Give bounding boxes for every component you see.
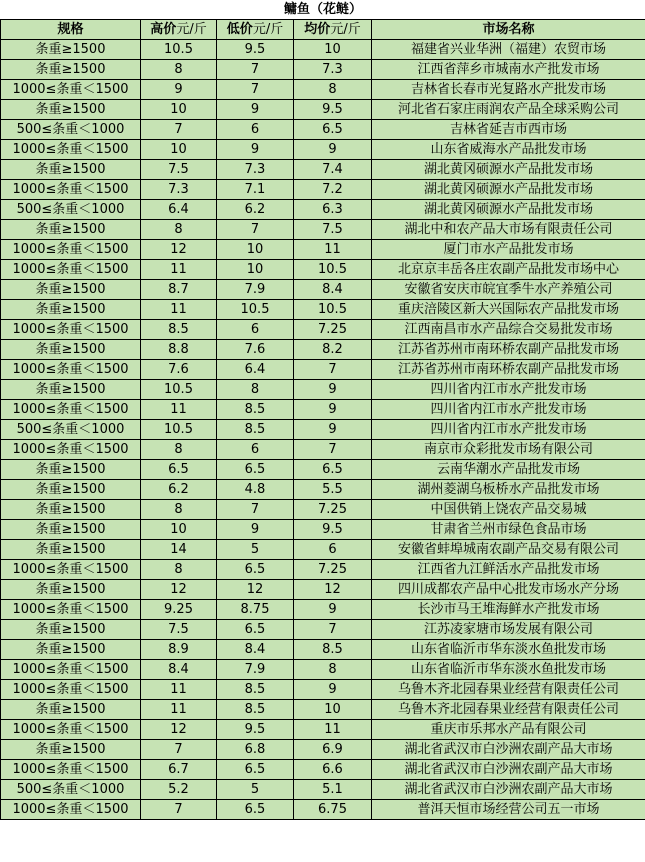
cell-market-name: 四川成都农产品中心批发市场水产分场 [372, 580, 645, 600]
header-avg-unit: 元/斤 [330, 22, 361, 37]
cell-high-price: 10.5 [141, 420, 217, 440]
cell-spec: 1000≤条重＜1500 [1, 320, 141, 340]
cell-spec: 1000≤条重＜1500 [1, 660, 141, 680]
cell-spec: 1000≤条重＜1500 [1, 560, 141, 580]
header-market: 市场名称 [372, 20, 645, 40]
cell-spec: 1000≤条重＜1500 [1, 400, 141, 420]
cell-high-price: 8 [141, 440, 217, 460]
cell-high-price: 7.6 [141, 360, 217, 380]
cell-avg-price: 7.4 [294, 160, 372, 180]
cell-high-price: 10.5 [141, 380, 217, 400]
cell-low-price: 7 [217, 60, 294, 80]
cell-market-name: 南京市众彩批发市场有限公司 [372, 440, 645, 460]
cell-spec: 条重≥1500 [1, 500, 141, 520]
cell-high-price: 9.25 [141, 600, 217, 620]
table-row [1, 440, 645, 460]
cell-market-name: 江西省萍乡市城南水产批发市场 [372, 60, 645, 80]
cell-high-price: 8.9 [141, 640, 217, 660]
cell-market-name: 江苏凌家塘市场发展有限公司 [372, 620, 645, 640]
cell-avg-price: 9 [294, 600, 372, 620]
cell-high-price: 11 [141, 400, 217, 420]
table-row [1, 420, 645, 440]
cell-market-name: 湖北省武汉市白沙洲农副产品大市场 [372, 760, 645, 780]
cell-low-price: 8.75 [217, 600, 294, 620]
table-row [1, 300, 645, 320]
cell-high-price: 7 [141, 740, 217, 760]
cell-spec: 条重≥1500 [1, 700, 141, 720]
table-row [1, 80, 645, 100]
cell-market-name: 福建省兴业华洲（福建）农贸市场 [372, 40, 645, 60]
cell-avg-price: 6.3 [294, 200, 372, 220]
table-row [1, 620, 645, 640]
cell-low-price: 6.5 [217, 560, 294, 580]
header-low [217, 20, 294, 40]
cell-low-price: 7 [217, 500, 294, 520]
cell-market-name: 乌鲁木齐北园春果业经营有限责任公司 [372, 680, 645, 700]
cell-spec: 1000≤条重＜1500 [1, 800, 141, 820]
cell-market-name: 四川省内江市水产批发市场 [372, 400, 645, 420]
cell-low-price: 6.5 [217, 460, 294, 480]
table-row [1, 640, 645, 660]
cell-market-name: 湖北黄冈硕源水产品批发市场 [372, 200, 645, 220]
cell-market-name: 湖北省武汉市白沙洲农副产品大市场 [372, 740, 645, 760]
cell-market-name: 厦门市水产品批发市场 [372, 240, 645, 260]
cell-market-name: 乌鲁木齐北园春果业经营有限责任公司 [372, 700, 645, 720]
cell-avg-price: 11 [294, 240, 372, 260]
cell-market-name: 湖北黄冈硕源水产品批发市场 [372, 180, 645, 200]
cell-market-name: 江西南昌市水产品综合交易批发市场 [372, 320, 645, 340]
cell-market-name: 重庆涪陵区新大兴国际农产品批发市场 [372, 300, 645, 320]
cell-avg-price: 11 [294, 720, 372, 740]
table-row [1, 200, 645, 220]
cell-avg-price: 7.25 [294, 320, 372, 340]
cell-low-price: 8 [217, 380, 294, 400]
cell-spec: 1000≤条重＜1500 [1, 360, 141, 380]
cell-high-price: 10.5 [141, 40, 217, 60]
cell-low-price: 7.9 [217, 280, 294, 300]
cell-avg-price: 8 [294, 80, 372, 100]
cell-spec: 条重≥1500 [1, 460, 141, 480]
table-row [1, 400, 645, 420]
cell-avg-price: 10.5 [294, 300, 372, 320]
table-row [1, 780, 645, 800]
cell-avg-price: 9 [294, 420, 372, 440]
cell-high-price: 12 [141, 720, 217, 740]
table-row [1, 600, 645, 620]
cell-low-price: 6.2 [217, 200, 294, 220]
header-high [141, 20, 217, 40]
cell-low-price: 7.3 [217, 160, 294, 180]
cell-spec: 条重≥1500 [1, 380, 141, 400]
cell-high-price: 8.7 [141, 280, 217, 300]
cell-market-name: 吉林省延吉市西市场 [372, 120, 645, 140]
table-row [1, 160, 645, 180]
cell-avg-price: 8 [294, 660, 372, 680]
cell-high-price: 9 [141, 80, 217, 100]
cell-low-price: 8.4 [217, 640, 294, 660]
cell-spec: 条重≥1500 [1, 540, 141, 560]
cell-market-name: 甘肃省兰州市绿色食品市场 [372, 520, 645, 540]
cell-avg-price: 6.5 [294, 120, 372, 140]
cell-spec: 条重≥1500 [1, 40, 141, 60]
cell-spec: 条重≥1500 [1, 640, 141, 660]
cell-high-price: 7.5 [141, 620, 217, 640]
table-row [1, 100, 645, 120]
cell-high-price: 6.5 [141, 460, 217, 480]
cell-high-price: 10 [141, 520, 217, 540]
cell-low-price: 6 [217, 440, 294, 460]
cell-low-price: 6.5 [217, 760, 294, 780]
cell-spec: 1000≤条重＜1500 [1, 140, 141, 160]
table-row [1, 360, 645, 380]
table-row [1, 40, 645, 60]
table-row [1, 380, 645, 400]
cell-low-price: 6 [217, 320, 294, 340]
table-row [1, 500, 645, 520]
cell-low-price: 5 [217, 780, 294, 800]
table-row [1, 740, 645, 760]
table-row [1, 340, 645, 360]
cell-spec: 1000≤条重＜1500 [1, 680, 141, 700]
cell-avg-price: 6.5 [294, 460, 372, 480]
cell-low-price: 6.5 [217, 620, 294, 640]
cell-high-price: 8 [141, 560, 217, 580]
cell-spec: 条重≥1500 [1, 100, 141, 120]
table-row [1, 220, 645, 240]
cell-spec: 500≤条重＜1000 [1, 120, 141, 140]
cell-high-price: 14 [141, 540, 217, 560]
cell-avg-price: 12 [294, 580, 372, 600]
cell-market-name: 重庆市乐邦水产品有限公司 [372, 720, 645, 740]
cell-avg-price: 7 [294, 360, 372, 380]
cell-spec: 500≤条重＜1000 [1, 780, 141, 800]
cell-market-name: 湖北省武汉市白沙洲农副产品大市场 [372, 780, 645, 800]
cell-low-price: 5 [217, 540, 294, 560]
cell-high-price: 8 [141, 220, 217, 240]
cell-high-price: 7.5 [141, 160, 217, 180]
cell-avg-price: 7.25 [294, 560, 372, 580]
cell-high-price: 11 [141, 700, 217, 720]
cell-low-price: 9 [217, 100, 294, 120]
table-row [1, 760, 645, 780]
header-avg-label: 均价 [304, 22, 331, 37]
cell-high-price: 5.2 [141, 780, 217, 800]
cell-high-price: 7.3 [141, 180, 217, 200]
cell-spec: 1000≤条重＜1500 [1, 180, 141, 200]
cell-spec: 500≤条重＜1000 [1, 420, 141, 440]
cell-high-price: 6.2 [141, 480, 217, 500]
table-row [1, 60, 645, 80]
cell-low-price: 9 [217, 520, 294, 540]
cell-low-price: 7.1 [217, 180, 294, 200]
cell-market-name: 湖北中和农产品大市场有限责任公司 [372, 220, 645, 240]
cell-market-name: 山东省临沂市华东淡水鱼批发市场 [372, 640, 645, 660]
cell-spec: 1000≤条重＜1500 [1, 440, 141, 460]
cell-low-price: 9 [217, 140, 294, 160]
cell-high-price: 10 [141, 140, 217, 160]
cell-avg-price: 7.3 [294, 60, 372, 80]
cell-low-price: 9.5 [217, 40, 294, 60]
cell-avg-price: 7 [294, 620, 372, 640]
cell-low-price: 10 [217, 260, 294, 280]
table-body [1, 40, 645, 820]
table-row [1, 120, 645, 140]
cell-avg-price: 8.2 [294, 340, 372, 360]
cell-avg-price: 8.4 [294, 280, 372, 300]
table-row [1, 580, 645, 600]
cell-high-price: 8.8 [141, 340, 217, 360]
cell-high-price: 8 [141, 500, 217, 520]
cell-high-price: 12 [141, 240, 217, 260]
cell-high-price: 12 [141, 580, 217, 600]
cell-market-name: 河北省石家庄雨润农产品全球采购公司 [372, 100, 645, 120]
cell-spec: 1000≤条重＜1500 [1, 760, 141, 780]
table-row [1, 460, 645, 480]
cell-avg-price: 10 [294, 40, 372, 60]
cell-high-price: 7 [141, 800, 217, 820]
cell-market-name: 普洱天恒市场经营公司五一市场 [372, 800, 645, 820]
cell-market-name: 安徽省蚌埠城南农副产品交易有限公司 [372, 540, 645, 560]
table-row [1, 240, 645, 260]
cell-low-price: 8.5 [217, 420, 294, 440]
header-high-label: 高价 [150, 22, 177, 37]
cell-low-price: 12 [217, 580, 294, 600]
cell-spec: 条重≥1500 [1, 620, 141, 640]
cell-avg-price: 9.5 [294, 100, 372, 120]
cell-low-price: 8.5 [217, 680, 294, 700]
cell-market-name: 江苏省苏州市南环桥农副产品批发市场 [372, 360, 645, 380]
table-row [1, 320, 645, 340]
cell-avg-price: 5.1 [294, 780, 372, 800]
table-row [1, 720, 645, 740]
cell-avg-price: 7.2 [294, 180, 372, 200]
cell-market-name: 湖北黄冈硕源水产品批发市场 [372, 160, 645, 180]
cell-spec: 条重≥1500 [1, 300, 141, 320]
cell-spec: 500≤条重＜1000 [1, 200, 141, 220]
cell-spec: 条重≥1500 [1, 480, 141, 500]
table-row [1, 560, 645, 580]
cell-market-name: 北京京丰岳各庄农副产品批发市场中心 [372, 260, 645, 280]
cell-high-price: 8.5 [141, 320, 217, 340]
header-high-unit: 元/斤 [176, 22, 207, 37]
header-spec: 规格 [1, 20, 141, 40]
cell-low-price: 7.6 [217, 340, 294, 360]
cell-market-name: 山东省威海水产品批发市场 [372, 140, 645, 160]
cell-spec: 条重≥1500 [1, 220, 141, 240]
cell-spec: 条重≥1500 [1, 740, 141, 760]
table-row [1, 540, 645, 560]
cell-avg-price: 9 [294, 380, 372, 400]
cell-high-price: 7 [141, 120, 217, 140]
table-row [1, 280, 645, 300]
table-row [1, 140, 645, 160]
cell-market-name: 吉林省长春市光复路水产批发市场 [372, 80, 645, 100]
cell-market-name: 长沙市马王堆海鲜水产批发市场 [372, 600, 645, 620]
cell-high-price: 6.4 [141, 200, 217, 220]
cell-low-price: 10 [217, 240, 294, 260]
cell-market-name: 安徽省安庆市皖宜季牛水产养殖公司 [372, 280, 645, 300]
cell-market-name: 云南华潮水产品批发市场 [372, 460, 645, 480]
cell-spec: 条重≥1500 [1, 520, 141, 540]
cell-high-price: 6.7 [141, 760, 217, 780]
cell-market-name: 江苏省苏州市南环桥农副产品批发市场 [372, 340, 645, 360]
cell-low-price: 7 [217, 80, 294, 100]
table-row [1, 660, 645, 680]
cell-high-price: 11 [141, 680, 217, 700]
cell-avg-price: 6.9 [294, 740, 372, 760]
cell-spec: 条重≥1500 [1, 160, 141, 180]
cell-avg-price: 9 [294, 400, 372, 420]
header-low-unit: 元/斤 [252, 22, 284, 37]
cell-market-name: 江西省九江鲜活水产品批发市场 [372, 560, 645, 580]
cell-low-price: 6.4 [217, 360, 294, 380]
cell-low-price: 6 [217, 120, 294, 140]
table-row [1, 480, 645, 500]
cell-spec: 1000≤条重＜1500 [1, 260, 141, 280]
cell-avg-price: 7.5 [294, 220, 372, 240]
cell-market-name: 四川省内江市水产批发市场 [372, 380, 645, 400]
cell-spec: 条重≥1500 [1, 60, 141, 80]
cell-avg-price: 10 [294, 700, 372, 720]
cell-avg-price: 6.6 [294, 760, 372, 780]
cell-market-name: 中国供销上饶农产品交易城 [372, 500, 645, 520]
cell-low-price: 8.5 [217, 700, 294, 720]
cell-spec: 条重≥1500 [1, 580, 141, 600]
cell-low-price: 8.5 [217, 400, 294, 420]
table-row [1, 680, 645, 700]
cell-market-name: 四川省内江市水产批发市场 [372, 420, 645, 440]
cell-spec: 1000≤条重＜1500 [1, 720, 141, 740]
cell-avg-price: 5.5 [294, 480, 372, 500]
cell-avg-price: 10.5 [294, 260, 372, 280]
cell-high-price: 8 [141, 60, 217, 80]
cell-spec: 条重≥1500 [1, 280, 141, 300]
cell-low-price: 6.5 [217, 800, 294, 820]
table-row [1, 520, 645, 540]
table-title: 鳙鱼（花鲢） [1, 0, 645, 20]
cell-high-price: 8.4 [141, 660, 217, 680]
cell-avg-price: 9.5 [294, 520, 372, 540]
cell-high-price: 10 [141, 100, 217, 120]
cell-spec: 1000≤条重＜1500 [1, 600, 141, 620]
table-row [1, 700, 645, 720]
title-row [1, 0, 645, 20]
cell-avg-price: 6.75 [294, 800, 372, 820]
cell-low-price: 7.9 [217, 660, 294, 680]
cell-avg-price: 7.25 [294, 500, 372, 520]
cell-avg-price: 6 [294, 540, 372, 560]
cell-high-price: 11 [141, 300, 217, 320]
cell-spec: 条重≥1500 [1, 340, 141, 360]
cell-avg-price: 9 [294, 140, 372, 160]
table-row [1, 260, 645, 280]
cell-market-name: 湖州菱湖乌板桥水产品批发市场 [372, 480, 645, 500]
table-row [1, 180, 645, 200]
cell-high-price: 11 [141, 260, 217, 280]
cell-low-price: 7 [217, 220, 294, 240]
cell-spec: 1000≤条重＜1500 [1, 240, 141, 260]
header-low-label: 低价 [226, 22, 253, 37]
cell-low-price: 9.5 [217, 720, 294, 740]
cell-market-name: 山东省临沂市华东淡水鱼批发市场 [372, 660, 645, 680]
header-avg [294, 20, 372, 40]
cell-low-price: 6.8 [217, 740, 294, 760]
table-row [1, 800, 645, 820]
cell-low-price: 4.8 [217, 480, 294, 500]
cell-low-price: 10.5 [217, 300, 294, 320]
cell-avg-price: 7 [294, 440, 372, 460]
cell-avg-price: 9 [294, 680, 372, 700]
header-row [1, 20, 645, 40]
cell-spec: 1000≤条重＜1500 [1, 80, 141, 100]
cell-avg-price: 8.5 [294, 640, 372, 660]
